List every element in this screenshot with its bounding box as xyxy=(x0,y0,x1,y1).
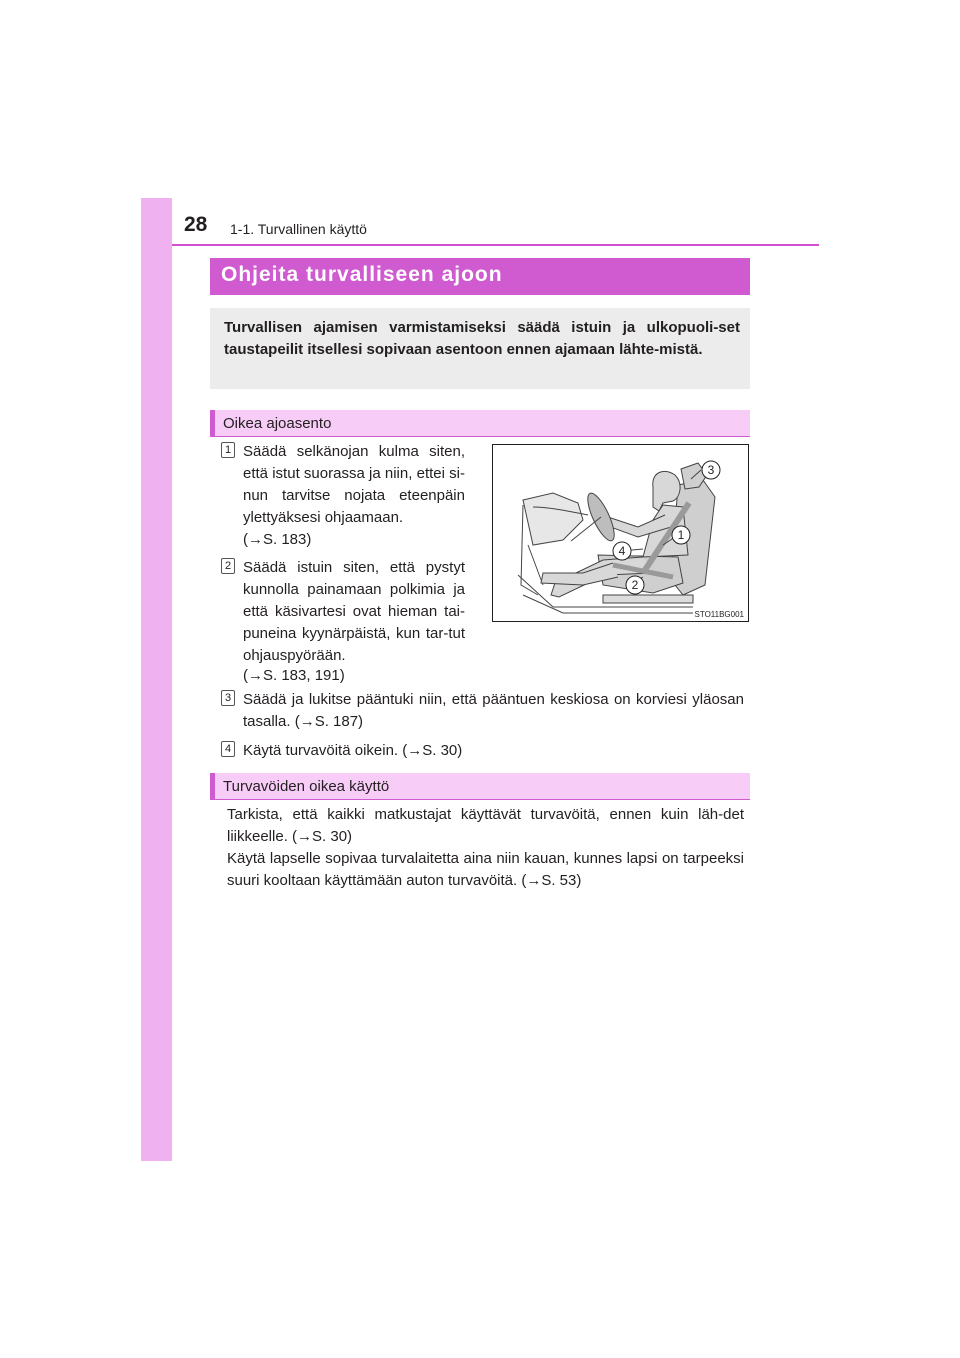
step-number-icon: 3 xyxy=(221,690,235,706)
page-number: 28 xyxy=(184,213,208,236)
chapter-title: 1-1. Turvallinen käyttö xyxy=(230,221,367,237)
subheading-label: Turvavöiden oikea käyttö xyxy=(223,778,390,795)
side-color-bar xyxy=(141,198,172,1161)
subheading-seatbelt-use xyxy=(210,773,750,800)
intro-box xyxy=(210,308,750,389)
step-1-text: Säädä selkänojan kulma siten, että istut suorassa ja niin, ettei si-nun tarvitse nojata eteenpäin ylettyäksesi ohjaamaan. xyxy=(243,443,465,526)
subheading-label: Oikea ajoasento xyxy=(223,415,332,432)
intro-text: Turvallisen ajamisen varmistamiseksi säädä istuin ja ulkopuoli-set taustapeilit itsellesi sopivaan asentoon ennen ajamaan lähte-mistä. xyxy=(224,319,740,358)
seatbelt-paragraph-2: Käytä lapselle sopivaa turvalaitetta aina niin kauan, kunnes lapsi on tarpeeksi suuri kooltaan käyttämään auton turvavöitä. (→S. 53) xyxy=(227,850,744,889)
callout-label: 3 xyxy=(707,463,715,477)
header-rule xyxy=(172,244,819,246)
step-1-ref: (→S. 183) xyxy=(243,531,312,548)
driving-position-illustration xyxy=(492,444,749,622)
callout-label: 4 xyxy=(618,544,626,558)
driver-seat-drawing xyxy=(493,445,748,621)
subheading-accent xyxy=(210,773,215,799)
step-2-ref: (→S. 183, 191) xyxy=(243,667,345,684)
seatbelt-paragraph-1: Tarkista, että kaikki matkustajat käyttävät turvavöitä, ennen kuin läh-det liikkeelle. (→S. 30) xyxy=(227,806,744,845)
section-title-bar xyxy=(210,258,750,295)
step-2-text: Säädä istuin siten, että pystyt kunnolla painamaan polkimia ja että käsivartesi ovat hieman tai-puneina kyynärpäistä, kun tar-tut ohjauspyörään. xyxy=(243,559,465,664)
subheading-accent xyxy=(210,410,215,436)
step-3-text: Säädä ja lukitse pääntuki niin, että pääntuen keskiosa on korviesi yläosan tasalla. (→S. 187) xyxy=(243,691,744,730)
step-4-text: Käytä turvavöitä oikein. (→S. 30) xyxy=(243,742,463,759)
page-title: Ohjeita turvalliseen ajoon xyxy=(221,263,503,286)
step-number-icon: 1 xyxy=(221,442,235,458)
callout-label: 1 xyxy=(677,528,685,542)
figure-code: STO11BG001 xyxy=(694,610,744,619)
callout-label: 2 xyxy=(631,578,639,592)
step-number-icon: 2 xyxy=(221,558,235,574)
subheading-driving-position xyxy=(210,410,750,437)
step-number-icon: 4 xyxy=(221,741,235,757)
